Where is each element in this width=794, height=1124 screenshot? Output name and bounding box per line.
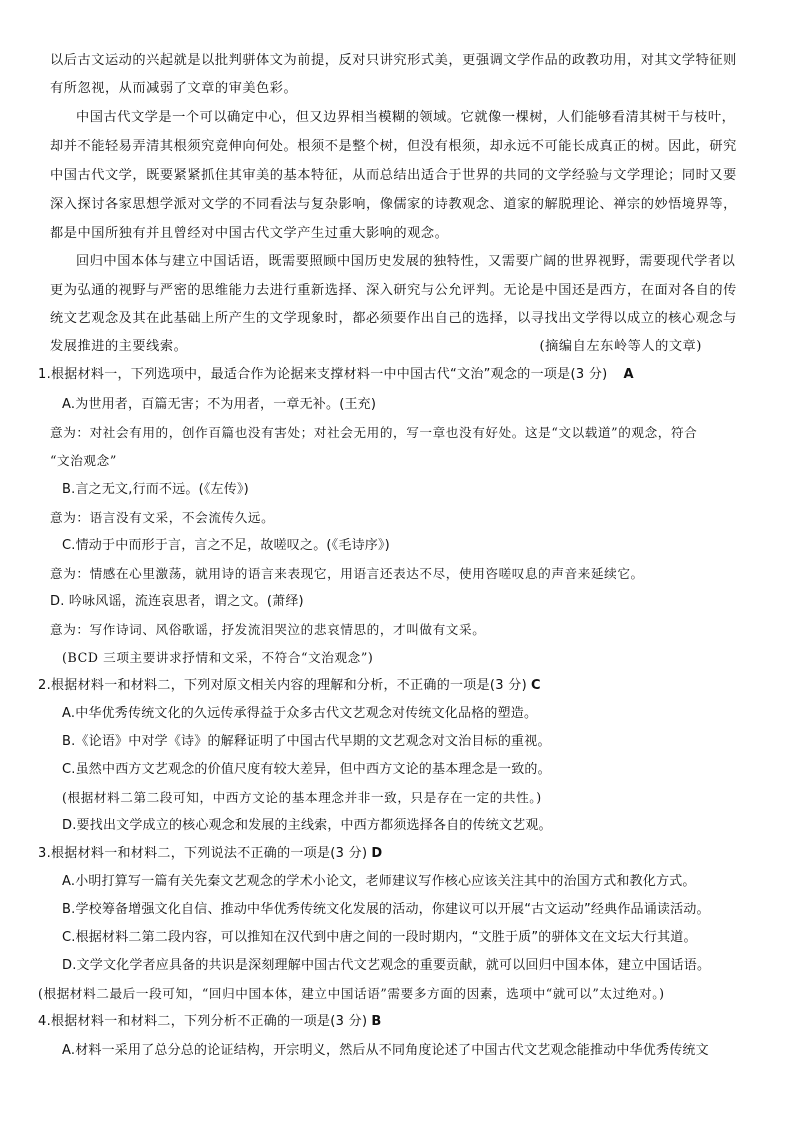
q1-option-a-note-line1: 意为：对社会有用的，创作百篇也没有害处；对社会无用的，写一章也没有好处。这是“文以载道”的观念，符合: [50, 425, 698, 440]
q4-stem-line: [38, 1013, 760, 1031]
q3-answer: D: [371, 846, 383, 861]
material2-p2-line1: 中国古代文学是一个可以确定中心，但又边界相当模糊的领域。它就像一棵树，人们能够看清其树干与枝叶，: [76, 110, 736, 125]
q1-stem: 1.根据材料一，下列选项中，最适合作为论据来支撑材料一中中国古代“文治”观念的一项是(3 分): [38, 367, 608, 382]
q3-option-b: B.学校筹备增强文化自信、推动中华优秀传统文化发展的活动，你建议可以开展“古文运动”经典作品诵读活动。: [62, 902, 710, 917]
q3-option-d: D.文学文化学者应具备的共识是深刻理解中国古代文艺观念的重要贡献，就可以回归中国本体，建立中国话语。: [62, 958, 711, 973]
q1-stem-line: [38, 366, 760, 384]
material2-p3-line3: 统文艺观念及其在此基础上所产生的文学现象时，都必须要作出自己的选择，以寻找出文学得以成立的核心观念与: [50, 311, 737, 326]
q2-option-c: C.虽然中西方文艺观念的价值尺度有较大差异，但中西方文论的基本理念是一致的。: [62, 762, 551, 777]
material2-p2-line3: 中国古代文学，既要紧紧抓住其审美的基本特征，从而总结出适合于世界的共同的文学经验与文学理论；同时又要: [50, 168, 737, 183]
material2-p3-line1: 回归中国本体与建立中国话语，既需要照顾中国历史发展的独特性，又需要广阔的世界视野，需要现代学者以: [76, 254, 736, 269]
q1-option-b-note: 意为：语言没有文采，不会流传久远。: [50, 510, 275, 525]
q3-option-a: A.小明打算写一篇有关先秦文艺观念的学术小论文，老师建议写作核心应该关注其中的治国方式和教化方式。: [62, 874, 696, 889]
q2-option-b: B.《论语》中对学《诗》的解释证明了中国古代早期的文艺观念对文治目标的重视。: [62, 734, 551, 749]
q1-answer: A: [623, 367, 634, 382]
q1-option-a: A.为世用者，百篇无害；不为用者，一章无补。(王充): [62, 397, 377, 412]
q2-option-a: A.中华优秀传统文化的久远传承得益于众多古代文艺观念对传统文化品格的塑造。: [62, 706, 538, 721]
q1-option-d-note: 意为：写作诗词、风俗歌谣，抒发流泪哭泣的悲哀情思的，才叫做有文采。: [50, 622, 486, 637]
q3-option-c: C.根据材料二第二段内容，可以推知在汉代到中唐之间的一段时期内，“文胜于质”的骈体文在文坛大行其道。: [62, 930, 697, 945]
q4-answer: B: [371, 1014, 382, 1029]
q4-stem: 4.根据材料一和材料二，下列分析不正确的一项是(3 分): [38, 1014, 368, 1029]
q3-option-d-note: (根据材料二最后一段可知，“回归中国本体，建立中国话语”需要多方面的因素，选项中“就可以”太过绝对。): [38, 986, 665, 1001]
material2-p1-line1: 以后古文运动的兴起就是以批判骈体文为前提，反对只讲究形式美，更强调文学作品的政教功用，对其文学特征则: [50, 53, 737, 68]
q2-option-d: D.要找出文学成立的核心观念和发展的主线索，中西方都须选择各自的传统文艺观。: [62, 818, 552, 833]
q2-stem: 2.根据材料一和材料二，下列对原文相关内容的理解和分析，不正确的一项是(3 分): [38, 678, 527, 693]
q4-option-a: A.材料一采用了总分总的论证结构，开宗明义，然后从不同角度论述了中国古代文艺观念能推动中华优秀传统文: [62, 1043, 709, 1058]
material2-p1-line2: 有所忽视，从而减弱了文章的审美色彩。: [50, 81, 298, 96]
q2-answer: C: [530, 678, 541, 693]
q1-option-c-note: 意为：情感在心里激荡，就用诗的语言来表现它，用语言还表达不尽，使用咨嗟叹息的声音来延续它。: [50, 566, 644, 581]
q3-stem: 3.根据材料一和材料二，下列说法不正确的一项是(3 分): [38, 846, 368, 861]
material2-p2-line4: 深入探讨各家思想学派对文学的不同看法与复杂影响，像儒家的诗教观念、道家的解脱理论、禅宗的妙悟境界等，: [50, 197, 737, 212]
material2-p3-line2: 更为弘通的视野与严密的思维能力去进行重新选择、深入研究与公允评判。无论是中国还是西方，在面对各自的传: [50, 283, 737, 298]
q2-stem-line: [38, 677, 760, 695]
q1-option-d: D. 吟咏风谣，流连哀思者，谓之文。(萧绎): [50, 594, 304, 609]
q1-summary: (BCD 三项主要讲求抒情和文采，不符合“文治观念”): [62, 650, 374, 665]
q3-stem-line: [38, 845, 760, 863]
material2-p2-line5: 都是中国所独有并且曾经对中国古代文学产生过重大影响的观念。: [50, 226, 449, 241]
q2-option-c-note: (根据材料二第二段可知，中西方文论的基本理念并非一致，只是存在一定的共性。): [62, 790, 542, 805]
material2-p3-line4: [50, 338, 760, 356]
material2-p2-line2: 却并不能轻易弄清其根须究竟伸向何处。根须不是整个树，但没有根须，却永远不可能长成真正的树。因此，研究: [50, 139, 737, 154]
material2-source: (摘编自左东岭等人的文章): [539, 339, 702, 354]
q1-option-b: B.言之无文,行而不远。(《左传》): [62, 482, 249, 497]
q1-option-c: C.情动于中而形于言，言之不足，故嗟叹之。(《毛诗序》): [62, 538, 390, 553]
q1-option-a-note-line2: “文治观念”: [50, 453, 117, 468]
material2-p3-last: 发展推进的主要线索。: [50, 339, 188, 354]
